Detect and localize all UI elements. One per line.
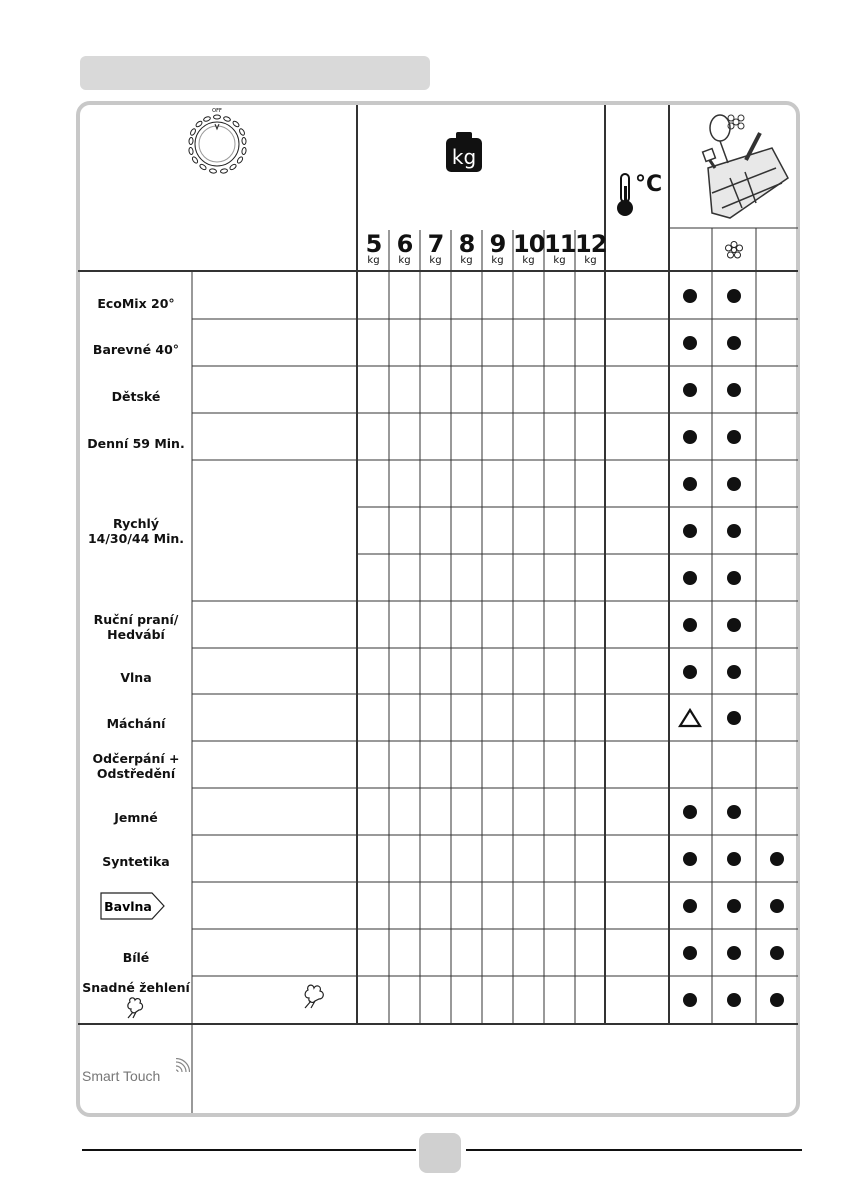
detergent-dot [770, 852, 784, 866]
weight-unit: kg [584, 255, 597, 266]
detergent-dot [727, 618, 741, 632]
program-odcerpani-line1: Odčerpání + [92, 751, 180, 766]
program-odcerpani-line2: Odstředění [96, 766, 176, 781]
weight-value: 9 [489, 230, 506, 258]
weight-unit: kg [491, 255, 504, 266]
footer-rule-left [82, 1149, 416, 1151]
detergent-dot [683, 383, 697, 397]
steam-iron-icon [300, 982, 328, 1010]
detergent-dot [727, 805, 741, 819]
program-barevne: Barevné 40° [92, 342, 180, 357]
weight-value: 5 [365, 230, 382, 258]
detergent-dot [683, 899, 697, 913]
detergent-dot [683, 571, 697, 585]
detergent-dot [683, 477, 697, 491]
detergent-dot [727, 383, 741, 397]
detergent-dot [683, 430, 697, 444]
detergent-dot [683, 665, 697, 679]
footer-rule-right [466, 1149, 802, 1151]
dial-off-label: OFF [212, 108, 222, 114]
detergent-dot [770, 946, 784, 960]
detergent-dot [683, 852, 697, 866]
program-bavlna-tag [100, 892, 166, 920]
weight-value: 8 [458, 230, 475, 258]
detergent-dot [683, 993, 697, 1007]
detergent-dot [727, 336, 741, 350]
weight-value: 12 [575, 230, 607, 258]
detergent-dot [727, 665, 741, 679]
weight-unit: kg [553, 255, 566, 266]
program-bile: Bílé [122, 950, 150, 965]
weight-value: 10 [513, 230, 545, 258]
weight-unit: kg [460, 255, 473, 266]
weight-icon [446, 132, 482, 172]
detergent-dot [683, 618, 697, 632]
program-denni: Denní 59 Min. [87, 436, 185, 451]
weight-unit: kg [522, 255, 535, 266]
detergent-dot [727, 852, 741, 866]
detergent-dot [727, 571, 741, 585]
detergent-dot [683, 336, 697, 350]
program-machani: Máchání [106, 716, 166, 731]
smart-touch-logo: Smart Touch [82, 1068, 160, 1084]
detergent-dot [770, 899, 784, 913]
detergent-dot [770, 993, 784, 1007]
program-ecomix: EcoMix 20° [97, 296, 175, 311]
program-snadne: Snadné žehlení [82, 980, 190, 995]
program-rucni-line2: Hedvábí [107, 627, 165, 642]
program-rychly-line2: 14/30/44 Min. [87, 531, 185, 546]
detergent-dot [727, 477, 741, 491]
program-rychly-line1: Rychlý [113, 516, 159, 531]
detergent-dot [683, 805, 697, 819]
detergent-dot [683, 946, 697, 960]
detergent-dot [727, 524, 741, 538]
wifi-icon [174, 1058, 190, 1074]
detergent-dot [683, 289, 697, 303]
program-bavlna: Bavlna [104, 899, 152, 914]
weight-value: 11 [544, 230, 576, 258]
program-jemne: Jemné [114, 810, 158, 825]
temperature-unit: °C [635, 172, 663, 197]
flower-icon [724, 240, 744, 260]
dial-icon [180, 104, 260, 184]
triangle-icon [678, 708, 702, 728]
detergent-dot [727, 430, 741, 444]
weight-unit: kg [429, 255, 442, 266]
svg-text:kg: kg [451, 145, 477, 169]
detergent-dot [727, 993, 741, 1007]
program-rucni-line1: Ruční praní/ [93, 612, 179, 627]
weight-unit: kg [367, 255, 380, 266]
detergent-dot [727, 946, 741, 960]
detergent-dot [727, 899, 741, 913]
detergent-drawer-icon [690, 108, 798, 226]
thermometer-icon [615, 172, 665, 222]
weight-value: 6 [396, 230, 413, 258]
weight-value: 7 [427, 230, 444, 258]
detergent-dot [683, 524, 697, 538]
program-detske: Dětské [111, 389, 161, 404]
steam-iron-icon [124, 996, 148, 1020]
weight-unit: kg [398, 255, 411, 266]
page-number-badge [419, 1133, 461, 1173]
program-vlna: Vlna [120, 670, 152, 685]
program-syntetika: Syntetika [102, 854, 170, 869]
detergent-dot [727, 711, 741, 725]
detergent-dot [727, 289, 741, 303]
